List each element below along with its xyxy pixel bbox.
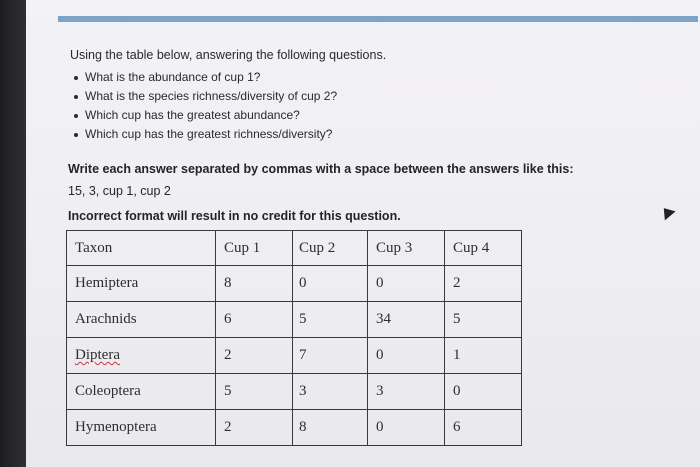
table-cell: 6: [216, 302, 293, 338]
question-item: What is the species richness/diversity of cup 2?: [70, 87, 337, 106]
question-item: Which cup has the greatest richness/diversity?: [70, 125, 337, 144]
table-row: [67, 302, 522, 338]
table-header-cell: Taxon: [67, 231, 216, 266]
table-cell: 1: [445, 338, 522, 374]
table-cell: 2: [445, 266, 522, 302]
table-row: [67, 410, 522, 446]
table-cell: 0: [445, 374, 522, 410]
format-instructions: Write each answer separated by commas with a space between the answers like this:: [68, 162, 574, 176]
question-item: Which cup has the greatest abundance?: [70, 106, 337, 125]
table-cell: 0: [368, 410, 445, 446]
table-row: [67, 374, 522, 410]
table-cell: 2: [216, 410, 293, 446]
table-header-row: [67, 231, 522, 266]
table-header-cell: Cup 2: [293, 231, 368, 266]
table-cell: 8: [293, 410, 368, 446]
question-intro: Using the table below, answering the following questions.: [70, 48, 387, 62]
table-cell-taxon: Coleoptera: [67, 374, 216, 410]
table-cell: 5: [216, 374, 293, 410]
table-cell-taxon: [67, 338, 216, 374]
table-cell-taxon: Hemiptera: [67, 266, 216, 302]
table-header-cell: Cup 3: [368, 231, 445, 266]
table-cell: 0: [293, 266, 368, 302]
table-cell: 5: [293, 302, 368, 338]
format-warning: Incorrect format will result in no credit for this question.: [68, 209, 401, 223]
table-cell: 2: [216, 338, 293, 374]
table-header-cell: Cup 4: [445, 231, 522, 266]
table-cell: 6: [445, 410, 522, 446]
table-cell: 7: [293, 338, 368, 374]
question-header-bar: [58, 16, 698, 22]
table-cell-taxon: Hymenoptera: [67, 410, 216, 446]
table-cell: 3: [293, 374, 368, 410]
table-header-cell: Cup 1: [216, 231, 293, 266]
table-cell: 8: [216, 266, 293, 302]
question-list: [70, 68, 337, 144]
table-cell: 34: [368, 302, 445, 338]
table-row: [67, 266, 522, 302]
spellcheck-underlined-text: Diptera: [75, 347, 120, 363]
table-cell-taxon: Arachnids: [67, 302, 216, 338]
table-cell: 5: [445, 302, 522, 338]
table-row: [67, 338, 522, 374]
taxon-table: [66, 230, 522, 446]
question-item: What is the abundance of cup 1?: [70, 68, 337, 87]
table-cell: 0: [368, 266, 445, 302]
format-example: 15, 3, cup 1, cup 2: [68, 184, 171, 198]
table-cell: 0: [368, 338, 445, 374]
table-cell: 3: [368, 374, 445, 410]
